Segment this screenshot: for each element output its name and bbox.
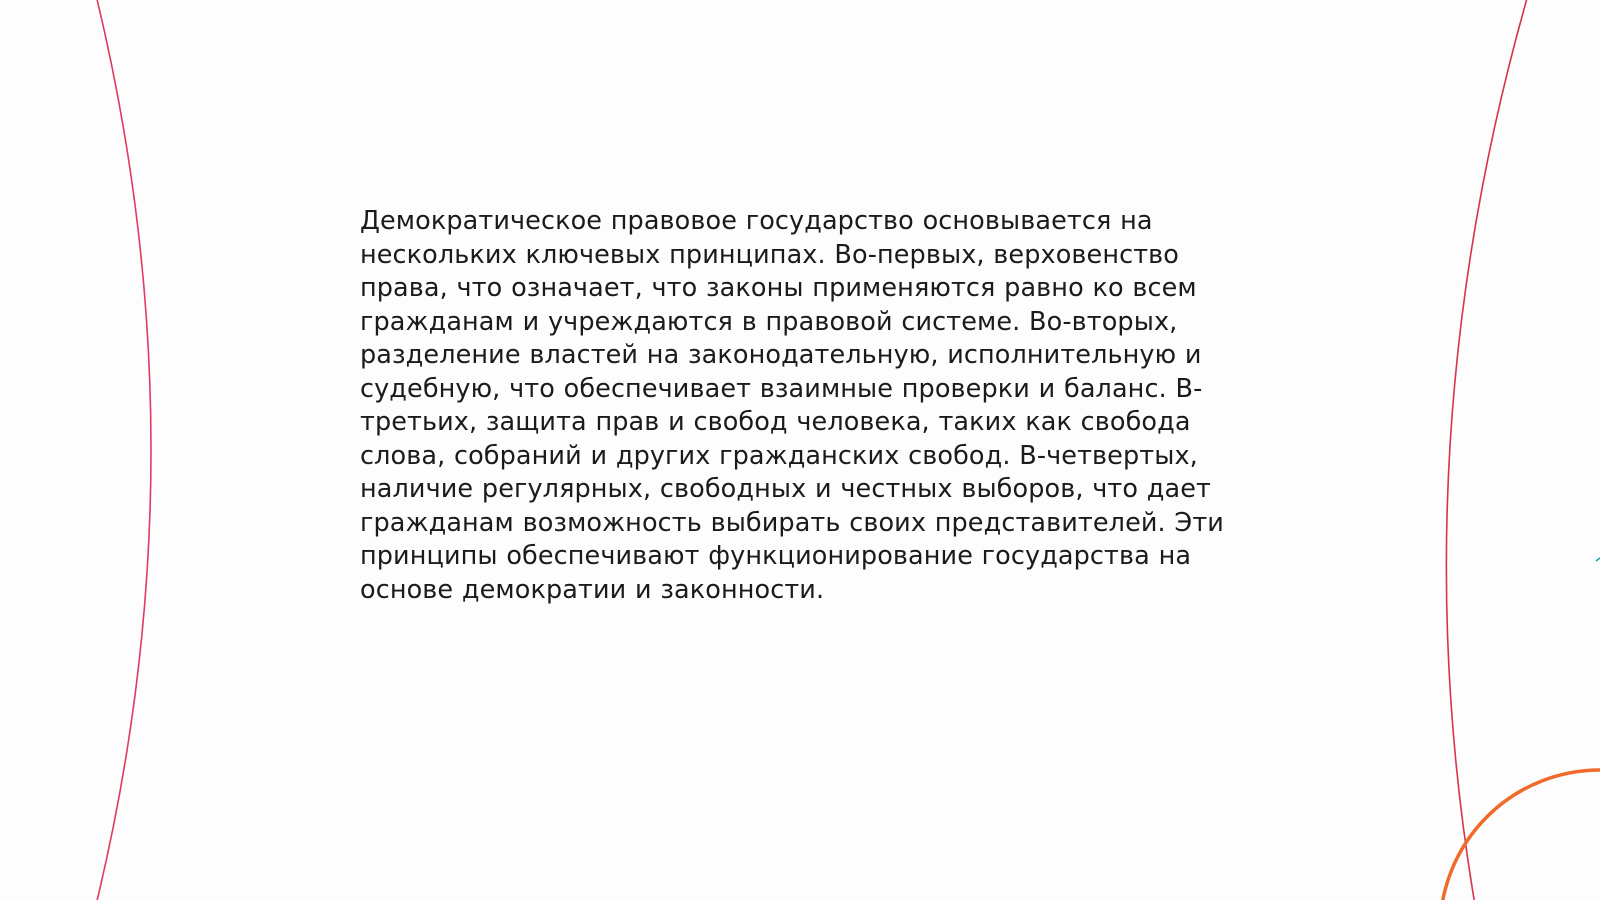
accent-tick-decoration: [1596, 558, 1600, 561]
left-arc-decoration: [96, 0, 151, 900]
right-arc-decoration: [1446, 0, 1528, 900]
slide-body-text: Демократическое правовое государство основывается на нескольких ключевых принципах. Во-первых, верховенство права, что означает, что законы применяются равно ко всем гражданам и учреждаются в правовой системе. Во-вторых, разделение властей на законодательную, исполнительную и судебную, что обеспечивает взаимные проверки и баланс. В-третьих, защита прав и свобод человека, таких как свобода слова, собраний и других гражданских свобод. В-четвертых, наличие регулярных, свободных и честных выборов, что дает гражданам возможность выбирать своих представителей. Эти принципы обеспечивают функционирование государства на основе демократии и законности.: [360, 206, 1224, 605]
